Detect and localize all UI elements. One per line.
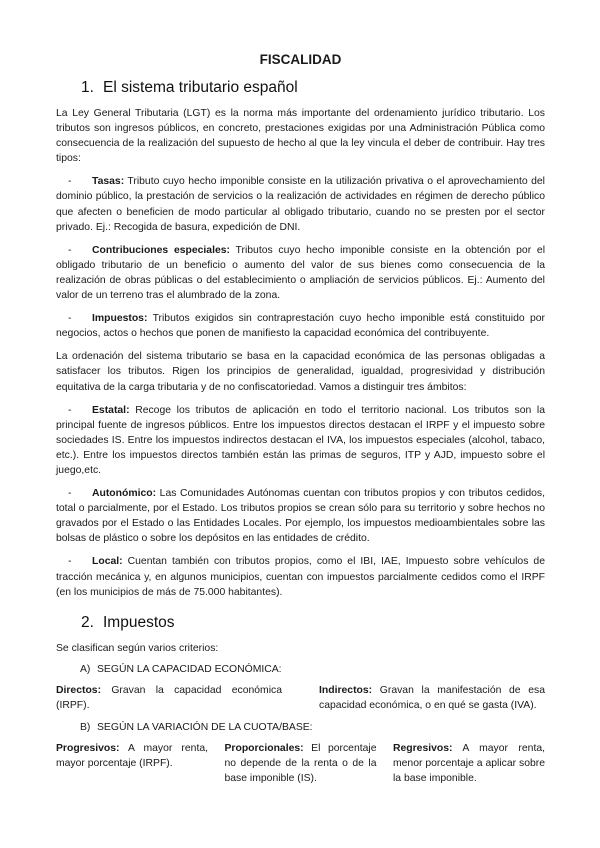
term: Progresivos:: [56, 743, 120, 754]
term: Regresivos:: [393, 743, 453, 754]
term: Tasas:: [92, 176, 125, 188]
section-2-heading: [56, 614, 545, 632]
document-title: FISCALIDAD: [259, 52, 342, 67]
term: Contribuciones especiales:: [92, 244, 230, 256]
list-item-local: [56, 554, 545, 599]
item-regresivos: [393, 741, 545, 786]
item-progresivos: [56, 741, 208, 786]
section-1-intro: La Ley General Tributaria (LGT) es la norma más importante del ordenamiento jurídico tributario. Los tributos son ingresos públicos, en concreto, prestaciones exigidas por una Administración Pública como consecuencia de la realización del supuesto de hecho al que la ley vincula el deber de contribuir. Hay tres tipos:: [56, 108, 545, 165]
section-2-heading-text: Impuestos: [103, 613, 175, 631]
criterion-a-heading: [80, 664, 545, 675]
section-1-heading-text: El sistema tributario español: [103, 79, 298, 96]
criterion-label: SEGÚN LA VARIACIÓN DE LA CUOTA/BASE:: [97, 722, 313, 733]
list-item-tasas: [56, 174, 545, 234]
list-item-autonomico: [56, 486, 545, 546]
item-indirectos: [319, 683, 545, 713]
definition: Tributo cuyo hecho imponible consiste en la utilización privativa o el aprovechamiento del dominio público, la prestación de servicios o la realización de actividades en régimen de derecho público que afecten o beneficien de modo particular al obligado tributario, cuando no se presten por el sector privado. Ej.: Recogida de basura, expedición de DNI.: [56, 176, 545, 233]
bullet-dash: -: [68, 488, 72, 500]
criterion-b-columns: [56, 741, 545, 786]
term: Autonómico:: [92, 488, 157, 500]
item-directos: [56, 683, 282, 713]
bullet-dash: -: [68, 404, 72, 416]
definition: Tributos exigidos sin contraprestación cuyo hecho imponible está constituido por negocios, actos o hechos que ponen de manifiesto la capacidad económica del contribuyente.: [56, 313, 545, 340]
section-2-intro: Se clasifican según varios criterios:: [56, 642, 219, 654]
list-item-contribuciones: [56, 243, 545, 303]
criterion-b-heading: [80, 722, 545, 733]
definition: Gravan la manifestación de esa capacidad económica, o en qué se gasta (IVA).: [319, 684, 545, 711]
criterion-letter: B): [80, 722, 91, 733]
term: Impuestos:: [92, 313, 148, 325]
definition: Recoge los tributos de aplicación en todo el territorio nacional. Los tributos son la principal fuente de ingresos públicos. Entre los impuestos directos destacan el IRPF y el impuesto sobre sociedades IS. Entre los impuestos indirectos destacan el IVA, los impuestos especiales (alcohol, tabaco, etc.). Entre los impuestos directos también están las primas de seguros, ITP y AJD, impuesto sobre el juego,etc.: [56, 404, 545, 476]
bullet-dash: -: [68, 556, 72, 568]
definition: Cuentan también con tributos propios, como el IBI, IAE, Impuesto sobre vehículos de tracción mecánica y, en algunos municipios, cuentan con impuestos parcialmente cedidos como el IRPF (en los municipios de más de 75.000 habitantes).: [56, 556, 545, 598]
definition: A mayor renta, menor porcentaje a aplicar sobre la base imponible.: [393, 743, 545, 785]
section-1-number: 1.: [81, 79, 94, 96]
term: Estatal:: [92, 404, 130, 416]
term: Local:: [92, 556, 123, 568]
section-1-ordering: La ordenación del sistema tributario se basa en la capacidad económica de las personas obligadas a satisfacer los tributos. Rigen los principios de generalidad, igualdad, progresividad y distribución equitativa de la carga tributaria y de no confiscatoriedad. Vamos a distinguir tres ámbitos:: [56, 351, 545, 393]
section-2-number: 2.: [81, 613, 94, 631]
bullet-dash: -: [68, 176, 72, 188]
definition: A mayor renta, mayor porcentaje (IRPF).: [56, 743, 208, 770]
term: Indirectos:: [319, 684, 373, 696]
bullet-dash: -: [68, 244, 72, 256]
definition: Tributos cuyo hecho imponible consiste en la obtención por el obligado tributario de un beneficio o aumento del valor de sus bienes como consecuencia de la realización de obras públicas o del establecimiento o ampliación de servicios públicos. Ej.: Aumento del valor de un terreno tras el alumbrado de la zona.: [56, 244, 546, 302]
item-proporcionales: [225, 741, 377, 786]
criterion-a-columns: [56, 683, 545, 713]
criterion-label: SEGÚN LA CAPACIDAD ECONÓMICA:: [97, 663, 282, 675]
criterion-letter: A): [80, 663, 91, 675]
definition: El porcentaje no depende de la renta o de la base imponible (IS).: [224, 743, 377, 785]
term: Directos:: [56, 684, 102, 696]
definition: Las Comunidades Autónomas cuentan con tributos propios y con tributos cedidos, total o parcialmente, por el Estado. Los tributos propios se crean sólo para su territorio y sobre hechos no gravados por el Estado o las Entidades Locales. Por ejemplo, los impuestos medioambientales sobre las bolsas de plástico o sobre los depósitos en las entidades de crédito.: [56, 488, 545, 545]
list-item-impuestos: [56, 311, 545, 341]
term: Proporcionales:: [224, 743, 304, 754]
section-1-heading: [56, 79, 545, 97]
list-item-estatal: [56, 403, 545, 478]
definition: Gravan la capacidad económica (IRPF).: [56, 684, 282, 711]
bullet-dash: -: [68, 313, 72, 325]
